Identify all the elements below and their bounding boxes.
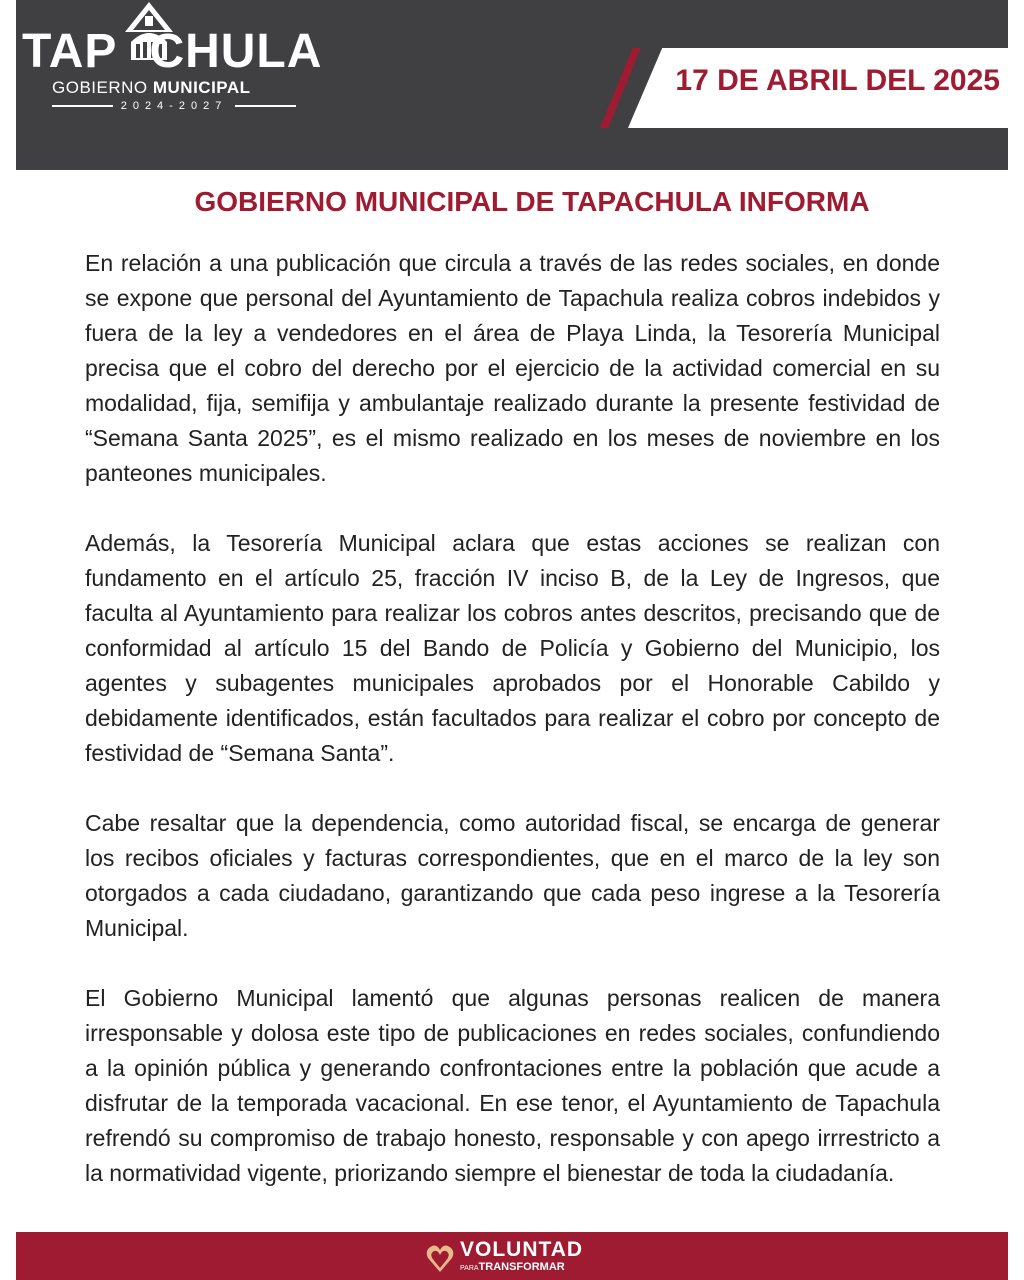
date-label: 17 DE ABRIL DEL 2025 <box>675 64 1000 97</box>
footer-bar <box>16 1232 1008 1280</box>
footer-subtitle-small: PARA <box>460 1265 479 1272</box>
logo-word-left: TAP <box>22 25 118 78</box>
logo-years-text: 2024-2027 <box>120 100 228 112</box>
logo-subtitle <box>52 78 251 98</box>
paragraph: Cabe resaltar que la dependencia, como autoridad fiscal, se encarga de generar los recibos oficiales y facturas correspondientes, que en el marco de la ley son otorgados a cada ciudadano, garantizando que cada peso ingrese a la Tesorería Municipal. <box>85 810 940 941</box>
paragraph: Además, la Tesorería Municipal aclara que estas acciones se realizan con fundamento en el artículo 25, fracción IV inciso B, de la Ley de Ingresos, que faculta al Ayuntamiento para realizar los cobros antes descritos, precisando que de conformidad al artículo 15 del Bando de Policía y Gobierno del Municipio, los agentes y subagentes municipales aprobados por el Honorable Cabildo y debidamente identificados, están facultados para realizar el cobro por concepto de festividad de “Semana Santa”. <box>85 530 940 766</box>
logo-years <box>52 100 296 112</box>
logo-word-right: CHULA <box>149 25 323 78</box>
paragraph: El Gobierno Municipal lamentó que algunas personas realicen de manera irresponsable y dolosa este tipo de publicaciones en redes sociales, confundiendo a la opinión pública y generando confrontaciones entre la población que acude a disfrutar de la temporada vacacional. En ese tenor, el Ayuntamiento de Tapachula refrendó su compromiso de trabajo honesto, responsable y con apego irrrestricto a la normatividad vigente, priorizando siempre el bienestar de toda la ciudadanía. <box>85 985 940 1186</box>
logo-wordmark <box>22 26 328 78</box>
paragraph: En relación a una publicación que circula a través de las redes sociales, en donde se expone que personal del Ayuntamiento de Tapachula realiza cobros indebidos y fuera de la ley a vendedores en el área de Playa Linda, la Tesorería Municipal precisa que el cobro del derecho por el ejercicio de la actividad comercial en su modalidad, fija, semifija y ambulantaje realizado durante la presente festividad de “Semana Santa 2025”, es el mismo realizado en los meses de noviembre en los panteones municipales. <box>85 250 940 486</box>
footer-subtitle <box>460 1261 565 1275</box>
logo-divider <box>52 105 113 107</box>
logo-subtitle-light: GOBIERNO <box>52 78 148 97</box>
tapachula-logo <box>16 0 336 130</box>
heart-icon <box>426 1242 454 1274</box>
page-title: GOBIERNO MUNICIPAL DE TAPACHULA INFORMA <box>194 186 870 217</box>
footer-subtitle-bold: TRANSFORMAR <box>478 1261 565 1273</box>
logo-subtitle-bold: MUNICIPAL <box>152 78 251 97</box>
footer-title: VOLUNTAD <box>460 1238 584 1261</box>
voluntad-logo <box>426 1238 626 1278</box>
logo-divider <box>235 105 296 107</box>
press-release-body <box>85 246 940 1226</box>
